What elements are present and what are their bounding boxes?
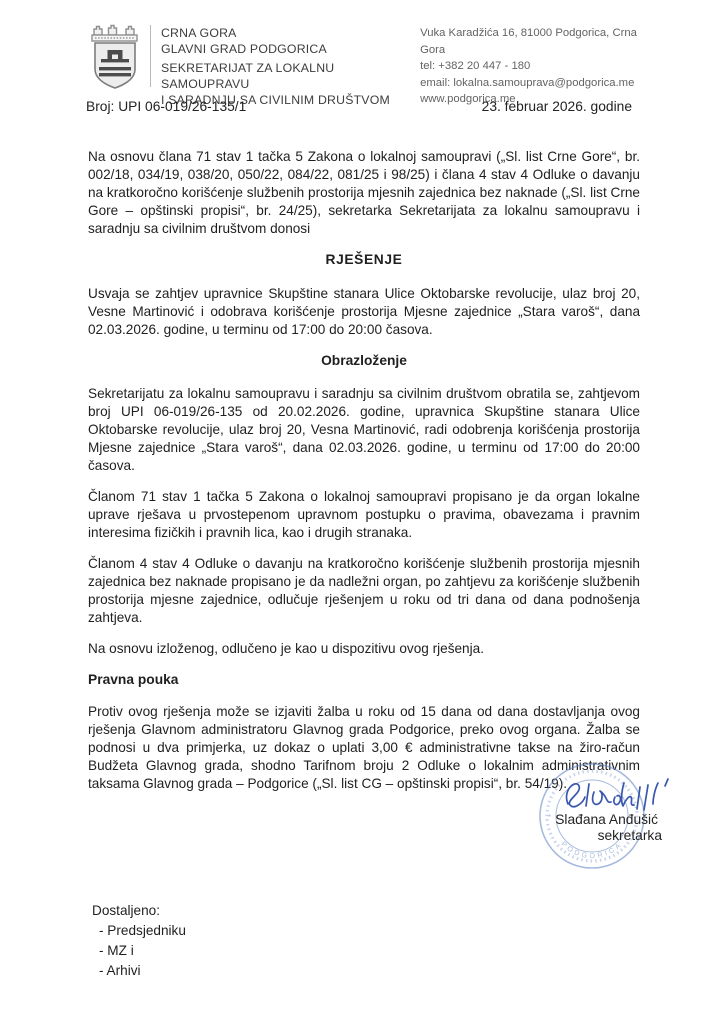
- explanation-paragraph: Sekretarijatu za lokalnu samoupravu i saradnju sa civilnim društvom obratila se, zahtjevom broj UPI 06-019/26-135 od 20.02.2026. godine, upravnica Skupštine stanara Ulice Oktobarske revolucije, ulaz broj 20, Vesna Martinović, radi odobrenja korišćenja prostorija Mjesne zajednice „Stara varoš“, dana 02.03.2026. godine, u terminu od 17:00 do 20:00 časova.: [88, 386, 640, 473]
- document-title: RJEŠENJE: [325, 252, 403, 267]
- document-body: [88, 148, 640, 806]
- distribution-item: - Predsjedniku: [99, 923, 186, 938]
- org-name-block: [161, 23, 420, 108]
- explanation-paragraph: Članom 71 stav 1 tačka 5 Zakona o lokalnoj samoupravi propisano je da organ lokalne uprave rješava u prvostepenom upravnom postupku o pravima, obavezama i pravnim interesima fizičkih i pravnih lica, kao i drugih stranaka.: [88, 489, 640, 540]
- document-meta-row: [86, 99, 640, 114]
- intro-paragraph: Na osnovu člana 71 stav 1 tačka 5 Zakona o lokalnoj samoupravi („Sl. list Crne Gore“, br. 002/18, 034/19, 038/20, 050/22, 084/22, 081/25 i 98/25) i člana 4 stav 4 Odluke o davanju na kratkoročno korišćenje službenih prostorija mjesnih zajednica bez naknade („Sl. list Crne Gore – opštinski propisi“, br. 24/25), sekretarka Sekretarijata za lokalnu samoupravu i saradnju sa civilnim društvom donosi: [88, 149, 640, 236]
- legal-remedy-paragraph: Protiv ovog rješenja može se izjaviti žalba u roku od 15 dana od dana dostavljanja ovog rješenja Glavnom administratoru Glavnog grada Podgorice, preko ovog organa. Žalba se podnosi u dva primjerka, uz dokaz o uplati 3,00 € administrativne takse na žiro-račun Budžeta Glavnog grada, shodno Tarifnom broju 2 Odluke o lokalnim administrativnim taksama Glavnog grada – Podgorice („Sl. list CG – opštinski propisi“, br. 54/19).: [88, 704, 640, 791]
- org-line-city: GLAVNI GRAD PODGORICA: [160, 42, 327, 56]
- handwritten-signature: [556, 776, 684, 816]
- letterhead-divider: [150, 25, 151, 87]
- distribution-label: Dostaljeno:: [92, 903, 161, 918]
- contact-block: [420, 23, 664, 108]
- document-date: 23. februar 2026. godine: [481, 99, 632, 114]
- svg-text:*: *: [548, 813, 552, 822]
- contact-email: email: lokalna.samouprava@podgorica.me: [420, 76, 635, 89]
- disposition-paragraph: Usvaja se zahtjev upravnice Skupštine stanara Ulice Oktobarske revolucije, ulaz broj 20, Vesne Martinović i odobrava korišćenje prostorija Mjesne zajednice „Stara varoš“, dana 02.03.2026. godine, u terminu od 17:00 do 20:00 časova.: [88, 286, 640, 337]
- contact-phone: tel: +382 20 447 - 180: [420, 60, 531, 72]
- explanation-paragraph: Članom 4 stav 4 Odluke o davanju na kratkoročno korišćenje službenih prostorija mjesnih zajednica bez naknade propisano je da nadležni organ, po zahtjevu za korišćenje službenih prostorija mjesne zajednice, odlučuje rješenjem u roku od tri dana od dana podnošenja zahtjeva.: [88, 556, 640, 625]
- explanation-heading: Obrazloženje: [321, 353, 407, 368]
- org-line-secretariat-2: I SARADNJU SA CIVILNIM DRUŠTVOM: [160, 93, 390, 107]
- distribution-item: - MZ i: [99, 943, 134, 958]
- signature-block: [422, 770, 662, 861]
- explanation-paragraph: Na osnovu izloženog, odlučeno je kao u dispozitivu ovog rješenja.: [88, 641, 484, 656]
- signatory-name: Slađana Anđušić: [555, 812, 658, 827]
- svg-text:PODGORICA: PODGORICA: [559, 840, 625, 861]
- case-number: Broj: UPI 06-019/26-135/1: [86, 99, 247, 114]
- distribution-item: - Arhivi: [99, 963, 141, 978]
- contact-website: www.podgorica.me: [420, 93, 516, 105]
- signatory-title: sekretarka: [597, 828, 662, 843]
- distribution-block: [92, 901, 186, 981]
- org-line-secretariat-1: SEKRETARIJAT ZA LOKALNU SAMOUPRAVU: [160, 61, 335, 91]
- contact-address: Vuka Karadžića 16, 81000 Podgorica, Crna Gora: [420, 27, 637, 56]
- podgorica-coat-of-arms-icon: [88, 23, 142, 91]
- letterhead: [88, 23, 664, 108]
- org-line-country: CRNA GORA: [160, 26, 237, 40]
- legal-remedy-heading: Pravna pouka: [88, 672, 179, 687]
